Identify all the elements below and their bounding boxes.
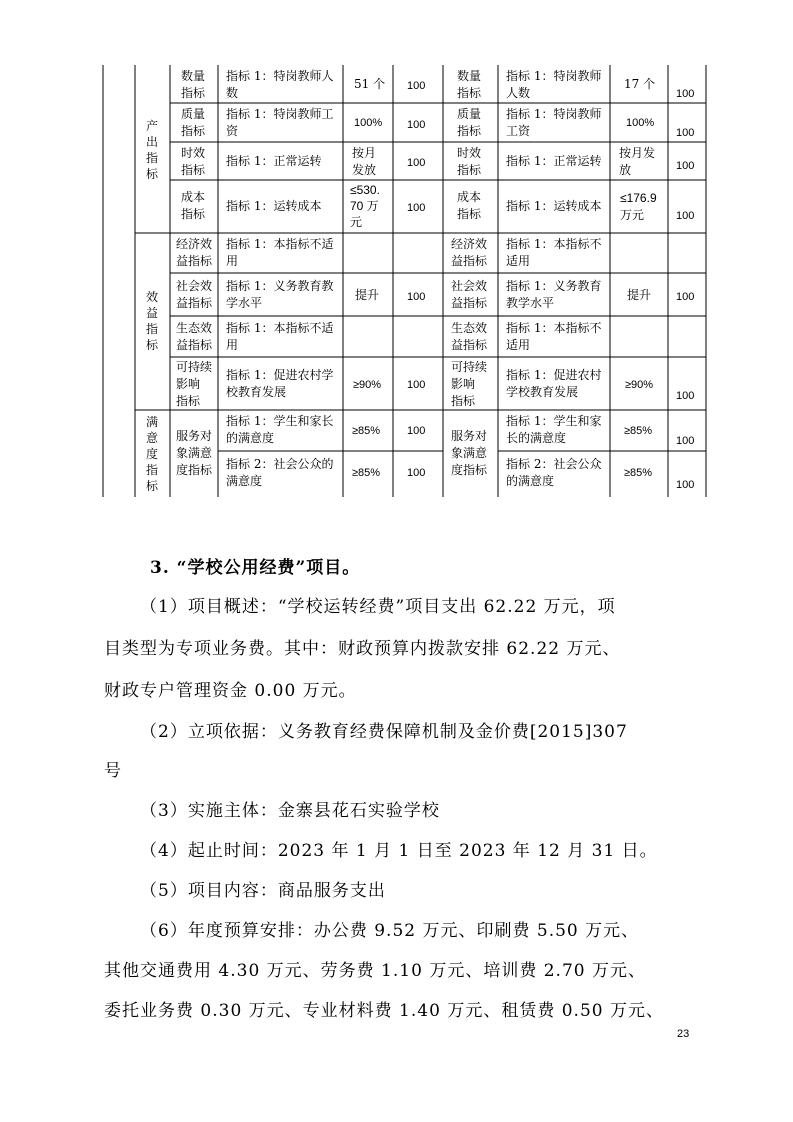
cell-indicator: 指标 1：本指标不 适用 — [506, 321, 602, 352]
cell-indicator: 指标 1：义务教育 教学水平 — [506, 279, 602, 310]
cell-type: 生态效 益指标 — [176, 321, 213, 352]
cell-score: 100 — [676, 479, 695, 491]
cell-score: 100 — [407, 467, 426, 479]
cell-type: 服务对 象满意 度指标 — [176, 429, 213, 477]
paragraph-line: （6）年度预算安排：办公费 9.52 万元、印刷费 5.50 万元、 — [140, 921, 640, 941]
cell-indicator: 指标 2：社会公众 的满意度 — [506, 457, 602, 488]
paragraph-line: 号 — [104, 761, 122, 781]
cell-type: 可持续 影响 指标 — [451, 360, 488, 408]
cell-value: 17 个 — [624, 77, 656, 91]
cell-type: 质量 指标 — [181, 107, 206, 138]
cell-score: 100 — [676, 291, 695, 303]
cell-score: 100 — [407, 80, 426, 92]
cell-value: ≥85% — [624, 425, 653, 437]
cell-score: 100 — [407, 291, 426, 303]
cell-indicator: 指标 1：本指标不适 用 — [226, 321, 334, 352]
paragraph-line: （2）立项依据：义务教育经费保障机制及金价费[2015]307 — [140, 722, 628, 742]
cell-indicator: 指标 1：特岗教师 工资 — [506, 107, 602, 138]
section-heading: 3. “学校公用经费”项目。 — [150, 558, 361, 578]
cell-type: 社会效 益指标 — [451, 279, 488, 310]
cell-indicator: 指标 1：特岗教师人 数 — [226, 69, 334, 100]
cell-indicator: 指标 1：学生和家长 的满意度 — [226, 414, 334, 445]
cell-score: 100 — [676, 127, 695, 139]
cell-score: 100 — [676, 210, 695, 222]
cell-indicator: 指标 1：正常运转 — [506, 154, 602, 168]
cell-type: 经济效 益指标 — [451, 237, 488, 268]
cell-type: 社会效 益指标 — [176, 279, 213, 310]
cell-type: 服务对 象满意 度指标 — [451, 429, 488, 477]
cell-indicator: 指标 1：运转成本 — [506, 199, 602, 213]
cell-value: ≤176.9 万元 — [620, 191, 657, 222]
cell-type: 数量 指标 — [457, 69, 482, 100]
cell-indicator: 指标 1：促进农村 学校教育发展 — [506, 368, 602, 399]
paragraph-line: （4）起止时间：2023 年 1 月 1 日至 2023 年 12 月 31 日。 — [140, 841, 658, 861]
cell-indicator: 指标 1：本指标不适 用 — [226, 237, 334, 268]
paragraph-line: 目类型为专项业务费。其中：财政预算内拨款安排 62.22 万元、 — [104, 639, 621, 659]
cell-value: 提升 — [627, 288, 652, 302]
cell-type: 成本 指标 — [457, 190, 482, 221]
cell-score: 100 — [407, 202, 426, 214]
cell-indicator: 指标 1：本指标不 适用 — [506, 237, 602, 268]
cell-type: 经济效 益指标 — [176, 237, 213, 268]
paragraph-line: 委托业务费 0.30 万元、专业材料费 1.40 万元、租赁费 0.50 万元、 — [104, 1001, 664, 1021]
cell-type: 时效 指标 — [181, 146, 206, 177]
benefit-indicators-label: 效 益 指 标 — [145, 290, 158, 352]
cell-indicator: 指标 1：运转成本 — [226, 199, 322, 213]
cell-value: 按月 发放 — [352, 146, 377, 177]
cell-type: 生态效 益指标 — [451, 321, 488, 352]
cell-type: 质量 指标 — [457, 107, 482, 138]
cell-score: 100 — [407, 379, 426, 391]
cell-value: ≥90% — [625, 379, 654, 391]
satisfaction-indicators-label: 满 意 度 指 标 — [145, 415, 158, 493]
cell-value: ≥85% — [352, 425, 381, 437]
cell-score: 100 — [676, 160, 695, 172]
paragraph-line: （1）项目概述：“学校运转经费”项目支出 62.22 万元，项 — [140, 597, 616, 617]
cell-value: 100% — [626, 117, 655, 129]
cell-score: 100 — [407, 119, 426, 131]
cell-type: 可持续 影响 指标 — [176, 360, 213, 408]
cell-score: 100 — [676, 435, 695, 447]
cell-score: 100 — [407, 425, 426, 437]
output-indicators-label: 产 出 指 标 — [145, 119, 158, 181]
paragraph-line: 其他交通费用 4.30 万元、劳务费 1.10 万元、培训费 2.70 万元、 — [104, 961, 646, 981]
cell-value: 按月发 放 — [619, 146, 656, 177]
cell-indicator: 指标 1：学生和家 长的满意度 — [506, 414, 602, 445]
cell-value: 提升 — [355, 288, 380, 302]
cell-indicator: 指标 1：正常运转 — [226, 154, 322, 168]
cell-value: ≤530. 70 万 元 — [350, 183, 380, 229]
cell-score: 100 — [676, 390, 695, 402]
paragraph-line: （5）项目内容：商品服务支出 — [140, 881, 386, 901]
cell-indicator: 指标 1：促进农村学 校教育发展 — [226, 368, 334, 399]
cell-value: 51 个 — [354, 77, 386, 91]
performance-table-grid — [0, 0, 793, 500]
paragraph-line: 财政专户管理资金 0.00 万元。 — [104, 681, 357, 701]
cell-score: 100 — [407, 157, 426, 169]
cell-value: ≥85% — [624, 467, 653, 479]
cell-type: 时效 指标 — [457, 146, 482, 177]
cell-type: 数量 指标 — [181, 69, 206, 100]
paragraph-line: （3）实施主体：金寨县花石实验学校 — [140, 801, 440, 821]
cell-indicator: 指标 1：义务教育教 学水平 — [226, 279, 334, 310]
cell-value: ≥90% — [353, 379, 382, 391]
cell-indicator: 指标 1：特岗教师 人数 — [506, 69, 602, 100]
page-number: 23 — [677, 1028, 690, 1040]
cell-value: 100% — [354, 117, 383, 129]
cell-indicator: 指标 1：特岗教师工 资 — [226, 107, 334, 138]
cell-value: ≥85% — [352, 467, 381, 479]
cell-score: 100 — [676, 88, 695, 100]
cell-indicator: 指标 2：社会公众的 满意度 — [226, 457, 334, 488]
cell-type: 成本 指标 — [181, 190, 206, 221]
